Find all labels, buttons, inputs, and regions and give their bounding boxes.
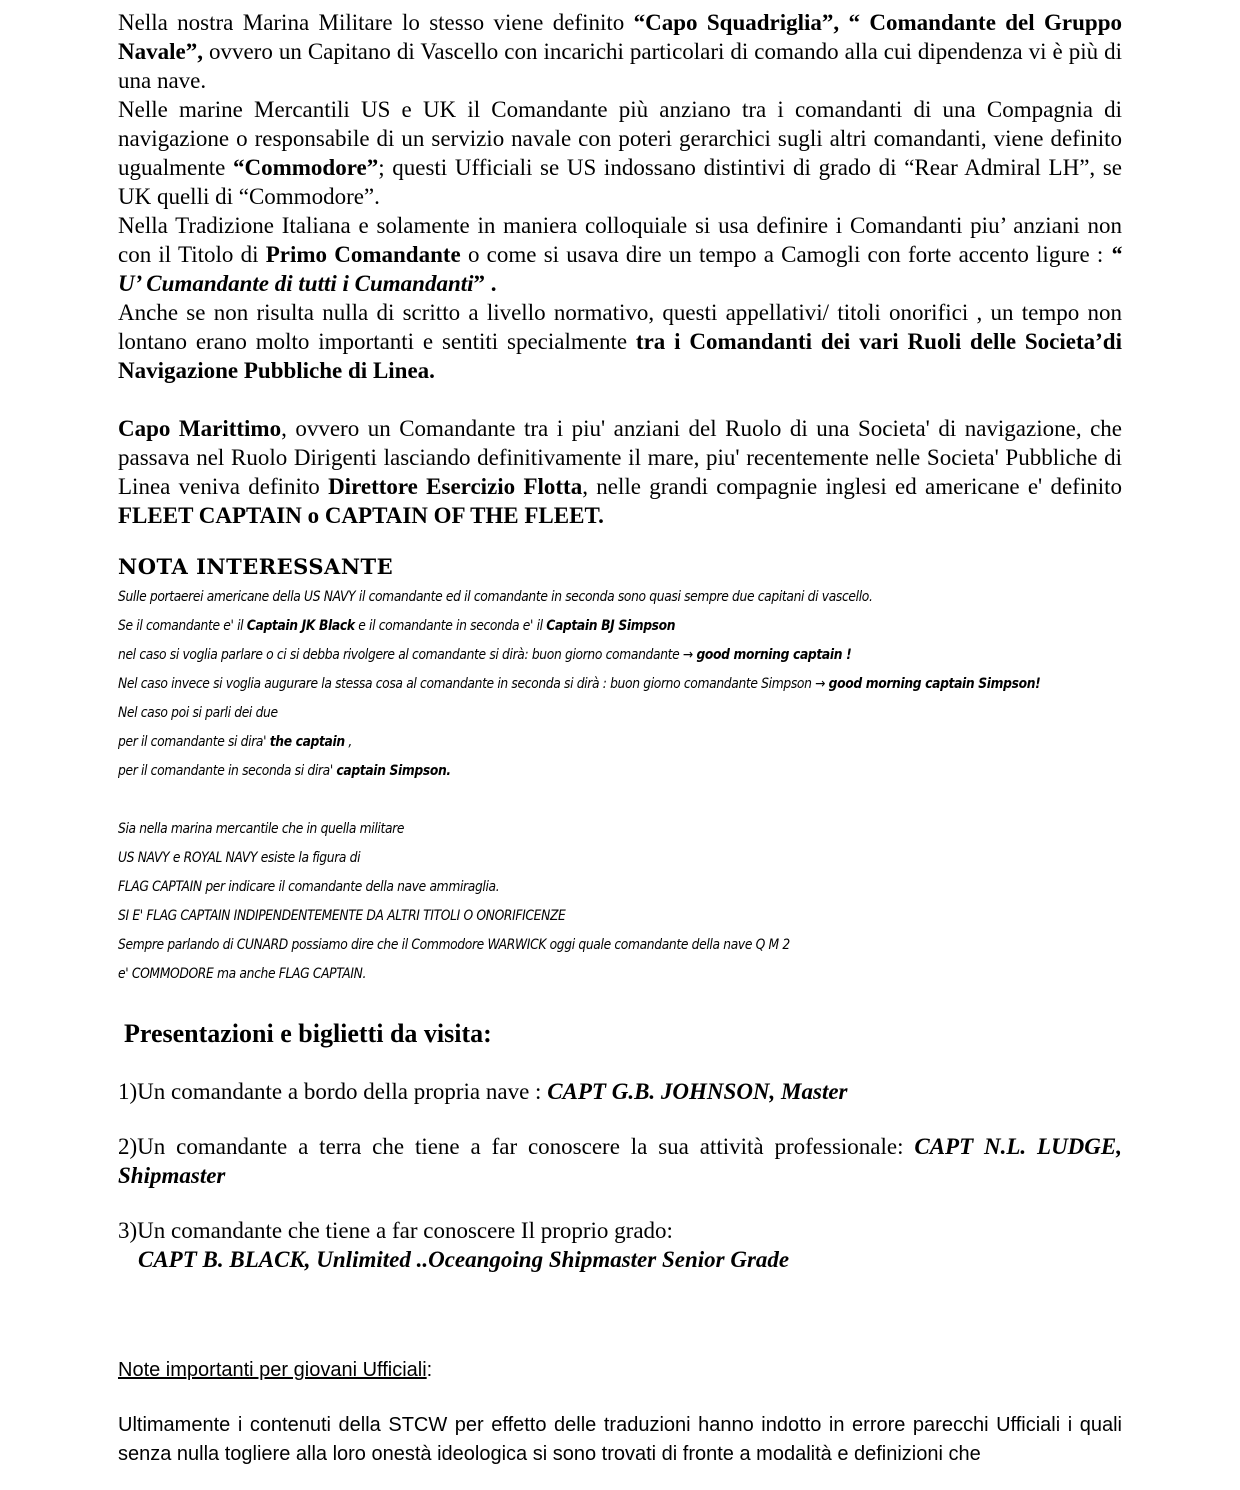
paragraph-capo-marittimo: Capo Marittimo, ovvero un Comandante tra i piu' anziani del Ruolo di una Societa' di navigazione, che passava nel Ruolo Dirigenti lasciando definitivamente il mare, piu' recentemente nelle Societa' Pubbliche di Linea veniva definito Direttore Esercizio Flotta, nelle grandi compagnie inglesi ed americane e' definito FLEET CAPTAIN o CAPTAIN OF THE FLEET. bbox=[118, 416, 1122, 528]
bold-commodore: “Commodore” bbox=[232, 155, 379, 180]
nota-line: SI E' FLAG CAPTAIN INDIPENDENTEMENTE DA ALTRI TITOLI O ONORIFICENZE bbox=[118, 908, 566, 924]
document-page bbox=[118, 8, 1122, 1469]
bold-capo-squadriglia: “Capo Squadriglia”, “ Comandante del Gruppo Navale”, bbox=[118, 10, 1122, 64]
nota-line: Nel caso invece si voglia augurare la stessa cosa al comandante in seconda si dirà : buon giorno comandante Simpson → good morning captain Simpson! bbox=[118, 676, 1041, 692]
presentazioni-heading: Presentazioni e biglietti da visita: bbox=[124, 1019, 492, 1048]
paragraph-marina-militare: Nella nostra Marina Militare lo stesso viene definito “Capo Squadriglia”, “ Comandante del Gruppo Navale”, ovvero un Capitano di Vascello con incarichi particolari di comando alla cui dipendenza vi è più di una nave. bbox=[118, 10, 1122, 93]
section-titles bbox=[118, 8, 1122, 530]
nota-line: per il comandante in seconda si dira' captain Simpson. bbox=[118, 763, 451, 779]
bold-societa-navigazione: tra i Comandanti dei vari Ruoli delle Societa’di Navigazione Pubbliche di Linea. bbox=[118, 329, 1122, 383]
presentazione-item-3: 3)Un comandante che tiene a far conoscere Il proprio grado: CAPT B. BLACK, Unlimited ..Oceangoing Shipmaster Senior Grade bbox=[118, 1218, 790, 1272]
paragraph-tradizione-italiana: Nella Tradizione Italiana e solamente in maniera colloquiale si usa definire i Comandanti piu’ anziani non con il Titolo di Primo Comandante o come si usava dire un tempo a Camogli con forte accento ligure : “ U’ Cumandante di tutti i Cumandanti” . bbox=[118, 213, 1122, 296]
nota-line: Sia nella marina mercantile che in quella militare bbox=[118, 821, 405, 837]
nota-line: Sulle portaerei americane della US NAVY il comandante ed il comandante in seconda sono quasi sempre due capitani di vascello. bbox=[118, 589, 873, 605]
nota-line: per il comandante si dira' the captain , bbox=[118, 734, 352, 750]
nota-handwritten-block bbox=[118, 583, 1122, 989]
quote-cumandante: “ U’ Cumandante di tutti i Cumandanti bbox=[118, 242, 1122, 296]
nota-line: Se il comandante e' il Captain JK Black e il comandante in seconda e' il Captain BJ Simpson bbox=[118, 618, 676, 634]
nota-interessante-heading: NOTA INTERESSANTE bbox=[118, 554, 394, 579]
paragraph-marine-mercantili: Nelle marine Mercantili US e UK il Comandante più anziano tra i comandanti di una Compagnia di navigazione o responsabile di un servizio navale con poteri gerarchici sugli altri comandanti, viene definito ugualmente “Commodore”; questi Ufficiali se US indossano distintivi di grado di “Rear Admiral LH”, se UK quelli di “Commodore”. bbox=[118, 97, 1122, 209]
nota-line: Sempre parlando di CUNARD possiamo dire che il Commodore WARWICK oggi quale comandante della nave Q M 2 bbox=[118, 937, 790, 953]
presentazione-item-2: 2)Un comandante a terra che tiene a far conoscere la sua attività professionale: CAPT N.L. LUDGE, Shipmaster bbox=[118, 1134, 1122, 1188]
nota-line: FLAG CAPTAIN per indicare il comandante della nave ammiraglia. bbox=[118, 879, 500, 895]
nota-line: US NAVY e ROYAL NAVY esiste la figura di bbox=[118, 850, 361, 866]
nota-line: Nel caso poi si parli dei due bbox=[118, 705, 278, 721]
bold-fleet-captain: FLEET CAPTAIN o CAPTAIN OF THE FLEET. bbox=[118, 503, 604, 528]
nota-line: nel caso si voglia parlare o ci si debba rivolgere al comandante si dirà: buon giorno comandante → good morning captain ! bbox=[118, 647, 852, 663]
paragraph-appellativi: Anche se non risulta nulla di scritto a livello normativo, questi appellativi/ titoli onorifici , un tempo non lontano erano molto importanti e sentiti specialmente tra i Comandanti dei vari Ruoli delle Societa’di Navigazione Pubbliche di Linea. bbox=[118, 300, 1122, 383]
note-importanti-heading: Note importanti per giovani Ufficiali: bbox=[118, 1359, 433, 1381]
bold-primo-comandante: Primo Comandante bbox=[265, 242, 461, 267]
note-importanti-body: Ultimamente i contenuti della STCW per effetto delle traduzioni hanno indotto in errore parecchi Ufficiali i quali senza nulla togliere alla loro onestà ideologica si sono trovati di fronte a modalità e definizioni che bbox=[118, 1414, 1122, 1465]
nota-line: e' COMMODORE ma anche FLAG CAPTAIN. bbox=[118, 966, 367, 982]
presentazione-item-1: 1)Un comandante a bordo della propria nave : CAPT G.B. JOHNSON, Master bbox=[118, 1079, 848, 1104]
